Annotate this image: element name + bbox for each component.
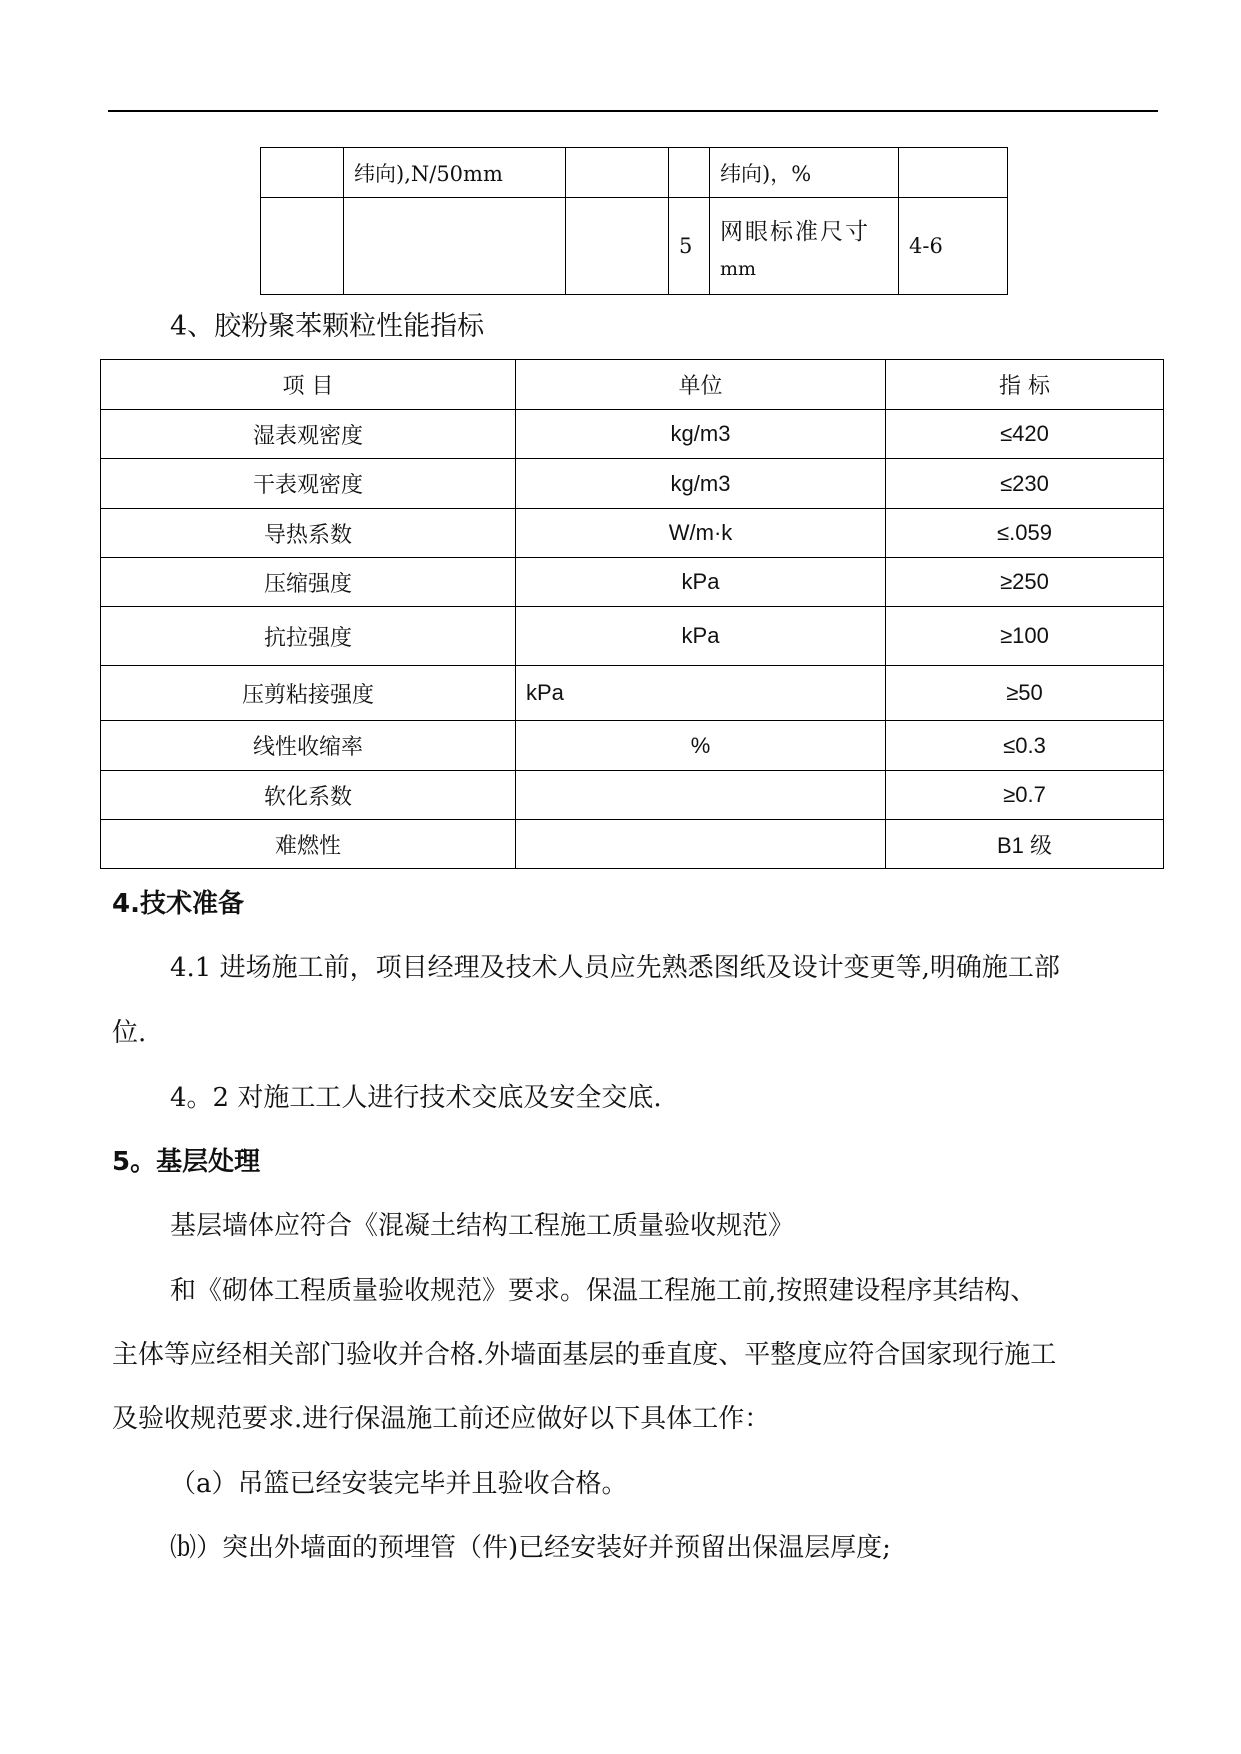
perf-header: 项 目 bbox=[101, 360, 516, 410]
table-row bbox=[101, 558, 1164, 607]
perf-table bbox=[100, 359, 1164, 869]
top-cell: 4-6 bbox=[899, 198, 1008, 295]
perf-value: ≤0.3 bbox=[886, 721, 1164, 771]
table-row bbox=[101, 459, 1164, 509]
tech-prep-p1-line1: 4.1 进场施工前，项目经理及技术人员应先熟悉图纸及设计变更等,明确施工部 bbox=[170, 953, 1060, 983]
perf-value: ≥0.7 bbox=[886, 771, 1164, 820]
base-item-a: （a）吊篮已经安装完毕并且验收合格。 bbox=[170, 1469, 628, 1499]
base-item-b: ⒝）突出外墙面的预埋管（件)已经安装好并预留出保温层厚度; bbox=[170, 1533, 891, 1563]
header-rule bbox=[108, 110, 1158, 112]
perf-header: 指 标 bbox=[886, 360, 1164, 410]
mesh-size-unit: mm bbox=[720, 257, 757, 280]
tech-prep-heading: 4.技术准备 bbox=[112, 889, 244, 919]
base-treatment-heading: 5。基层处理 bbox=[112, 1147, 261, 1177]
table-row bbox=[101, 509, 1164, 558]
top-table bbox=[260, 147, 1008, 295]
table-row bbox=[101, 820, 1164, 869]
perf-value: ≥250 bbox=[886, 558, 1164, 607]
top-cell bbox=[261, 198, 344, 295]
perf-unit: % bbox=[516, 721, 886, 771]
tech-prep-p1-line2: 位. bbox=[112, 1018, 147, 1048]
top-cell bbox=[344, 198, 566, 295]
table-row bbox=[101, 771, 1164, 820]
perf-value: B1 级 bbox=[886, 820, 1164, 869]
base-line-4: 及验收规范要求.进行保温施工前还应做好以下具体工作： bbox=[112, 1404, 771, 1434]
top-cell bbox=[710, 198, 899, 295]
perf-unit: W/m·k bbox=[516, 509, 886, 558]
perf-value: ≥100 bbox=[886, 607, 1164, 666]
top-cell bbox=[566, 198, 669, 295]
perf-unit bbox=[516, 771, 886, 820]
tech-prep-p2: 4。2 对施工工人进行技术交底及安全交底. bbox=[170, 1083, 662, 1113]
base-line-2: 和《砌体工程质量验收规范》要求。保温工程施工前,按照建设程序其结构、 bbox=[170, 1276, 1037, 1306]
perf-value: ≤420 bbox=[886, 410, 1164, 459]
perf-unit: kPa bbox=[516, 607, 886, 666]
base-line-3: 主体等应经相关部门验收并合格.外墙面基层的垂直度、平整度应符合国家现行施工 bbox=[112, 1340, 1057, 1370]
section-4-title: 4、胶粉聚苯颗粒性能指标 bbox=[170, 311, 485, 342]
mesh-size-label: 网眼标准尺寸 bbox=[720, 218, 870, 245]
perf-item: 干表观密度 bbox=[101, 459, 516, 509]
perf-value: ≥50 bbox=[886, 666, 1164, 721]
table-row bbox=[101, 721, 1164, 771]
table-row bbox=[101, 607, 1164, 666]
perf-unit: kg/m3 bbox=[516, 410, 886, 459]
table-row bbox=[101, 666, 1164, 721]
perf-item: 难燃性 bbox=[101, 820, 516, 869]
perf-unit: kPa bbox=[516, 558, 886, 607]
base-line-1: 基层墙体应符合《混凝土结构工程施工质量验收规范》 bbox=[170, 1211, 795, 1241]
top-cell bbox=[566, 148, 669, 198]
top-cell: 5 bbox=[669, 198, 710, 295]
perf-unit bbox=[516, 820, 886, 869]
perf-item: 湿表观密度 bbox=[101, 410, 516, 459]
perf-unit: kPa bbox=[516, 666, 886, 721]
perf-item: 线性收缩率 bbox=[101, 721, 516, 771]
perf-item: 导热系数 bbox=[101, 509, 516, 558]
top-cell bbox=[669, 148, 710, 198]
perf-item: 软化系数 bbox=[101, 771, 516, 820]
top-cell bbox=[899, 148, 1008, 198]
perf-item: 压缩强度 bbox=[101, 558, 516, 607]
top-cell: 纬向)，% bbox=[710, 148, 899, 198]
perf-value: ≤.059 bbox=[886, 509, 1164, 558]
perf-unit: kg/m3 bbox=[516, 459, 886, 509]
top-cell bbox=[261, 148, 344, 198]
perf-header: 单位 bbox=[516, 360, 886, 410]
perf-item: 抗拉强度 bbox=[101, 607, 516, 666]
perf-value: ≤230 bbox=[886, 459, 1164, 509]
perf-item: 压剪粘接强度 bbox=[101, 666, 516, 721]
table-row bbox=[101, 410, 1164, 459]
top-cell: 纬向),N/50mm bbox=[344, 148, 566, 198]
